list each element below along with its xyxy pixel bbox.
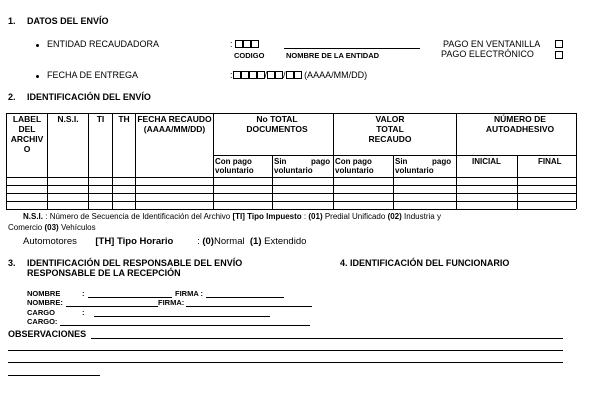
col-fecha-recaudo: FECHA RECAUDO (AAAA/MM/DD) xyxy=(137,114,212,134)
fecha-entrega-label: FECHA DE ENTREGA xyxy=(47,70,139,80)
sub-pago-1: pago xyxy=(311,157,331,166)
sub-sin-1: Sin xyxy=(274,157,287,166)
pago-electronico-checkbox[interactable] xyxy=(555,51,563,59)
section1-title: DATOS DEL ENVÍO xyxy=(27,16,109,26)
observaciones-line-3[interactable] xyxy=(8,362,563,363)
codigo-boxes[interactable] xyxy=(235,39,259,49)
nombre-label-2: NOMBRE: xyxy=(27,298,63,307)
section1-number: 1. xyxy=(8,16,16,26)
col-label-archivo: LABEL DEL ARCHIV O xyxy=(10,114,44,154)
sub-final: FINAL xyxy=(538,157,562,166)
pago-electronico-label: PAGO ELECTRÓNICO xyxy=(441,49,534,59)
cargo-field-2[interactable] xyxy=(60,325,310,326)
firma-label-2: FIRMA: xyxy=(158,298,185,307)
bullet-icon xyxy=(36,75,39,78)
nombre-label-1: NOMBRE xyxy=(27,289,61,298)
nombre-entidad-label: NOMBRE DE LA ENTIDAD xyxy=(286,51,380,60)
notes-line-2: Comercio (03) Vehículos xyxy=(8,223,96,232)
sub-voluntario-1: voluntario xyxy=(215,166,254,175)
sub-con-pago-2: Con pago xyxy=(335,157,372,166)
sub-con-pago-1: Con pago xyxy=(215,157,252,166)
observaciones-line-1[interactable] xyxy=(91,338,563,339)
sub-inicial: INICIAL xyxy=(472,157,501,166)
section4-title: 4. IDENTIFICACIÓN DEL FUNCIONARIO xyxy=(340,258,510,268)
cargo-label-1: CARGO xyxy=(27,308,55,317)
firma-field-1[interactable] xyxy=(206,297,284,298)
envio-table xyxy=(6,113,576,209)
nombre-entidad-field[interactable] xyxy=(284,48,420,49)
sub-voluntario-3: voluntario xyxy=(335,166,374,175)
section3-number: 3. xyxy=(8,258,16,268)
sub-voluntario-4: voluntario xyxy=(395,166,434,175)
col-no-total: No TOTAL DOCUMENTOS xyxy=(246,114,308,134)
nombre-colon-1: : xyxy=(82,289,85,298)
cargo-field-1[interactable] xyxy=(94,316,270,317)
pago-ventanilla-label: PAGO EN VENTANILLA xyxy=(443,39,541,49)
code-box-1[interactable] xyxy=(235,40,243,48)
section3-title-2: RESPONSABLE DE LA RECEPCIÓN xyxy=(27,268,181,278)
code-box-2[interactable] xyxy=(243,40,251,48)
col-valor-total: VALOR TOTAL RECAUDO xyxy=(368,114,412,144)
fecha-entrega-field[interactable]: : / / (AAAA/MM/DD) xyxy=(230,70,368,80)
section2-number: 2. xyxy=(8,92,16,102)
section2-title: IDENTIFICACIÓN DEL ENVÍO xyxy=(27,92,151,102)
entidad-colon: : xyxy=(230,39,233,49)
notes-line-1: N.S.I. : Número de Secuencia de Identificación del Archivo [TI] Tipo Impuesto : (01) Predial Unificado (02) Industria y xyxy=(23,212,441,221)
col-th: TH xyxy=(118,114,130,124)
codigo-label: CODIGO xyxy=(234,51,265,60)
sub-voluntario-2: voluntario xyxy=(274,166,313,175)
col-ti: TI xyxy=(96,114,105,124)
col-numero-autoadhesivo: NÚMERO DE AUTOADHESIVO xyxy=(485,114,555,134)
nombre-field-2[interactable] xyxy=(66,306,158,307)
col-nsi: N.S.I. xyxy=(57,114,79,124)
observaciones-label: OBSERVACIONES xyxy=(8,329,87,339)
code-box-3[interactable] xyxy=(251,40,259,48)
pago-ventanilla-checkbox[interactable] xyxy=(555,40,563,48)
firma-label-1: FIRMA : xyxy=(175,289,204,298)
observaciones-line-2[interactable] xyxy=(8,350,563,351)
cargo-label-2: CARGO: xyxy=(27,317,58,326)
bullet-icon xyxy=(36,44,39,47)
sub-sin-2: Sin xyxy=(395,157,408,166)
sub-pago-2: pago xyxy=(432,157,452,166)
notes-line-3: Automotores [TH] Tipo Horario : (0)Normal (1) Extendido xyxy=(23,236,307,247)
entidad-label: ENTIDAD RECAUDADORA xyxy=(47,39,160,49)
section3-title-1: IDENTIFICACIÓN DEL RESPONSABLE DEL ENVÍO xyxy=(27,258,243,268)
fecha-format-hint: (AAAA/MM/DD) xyxy=(304,70,368,80)
firma-field-2[interactable] xyxy=(186,306,312,307)
cargo-colon-1: : xyxy=(82,308,85,317)
observaciones-line-4[interactable] xyxy=(8,375,100,376)
